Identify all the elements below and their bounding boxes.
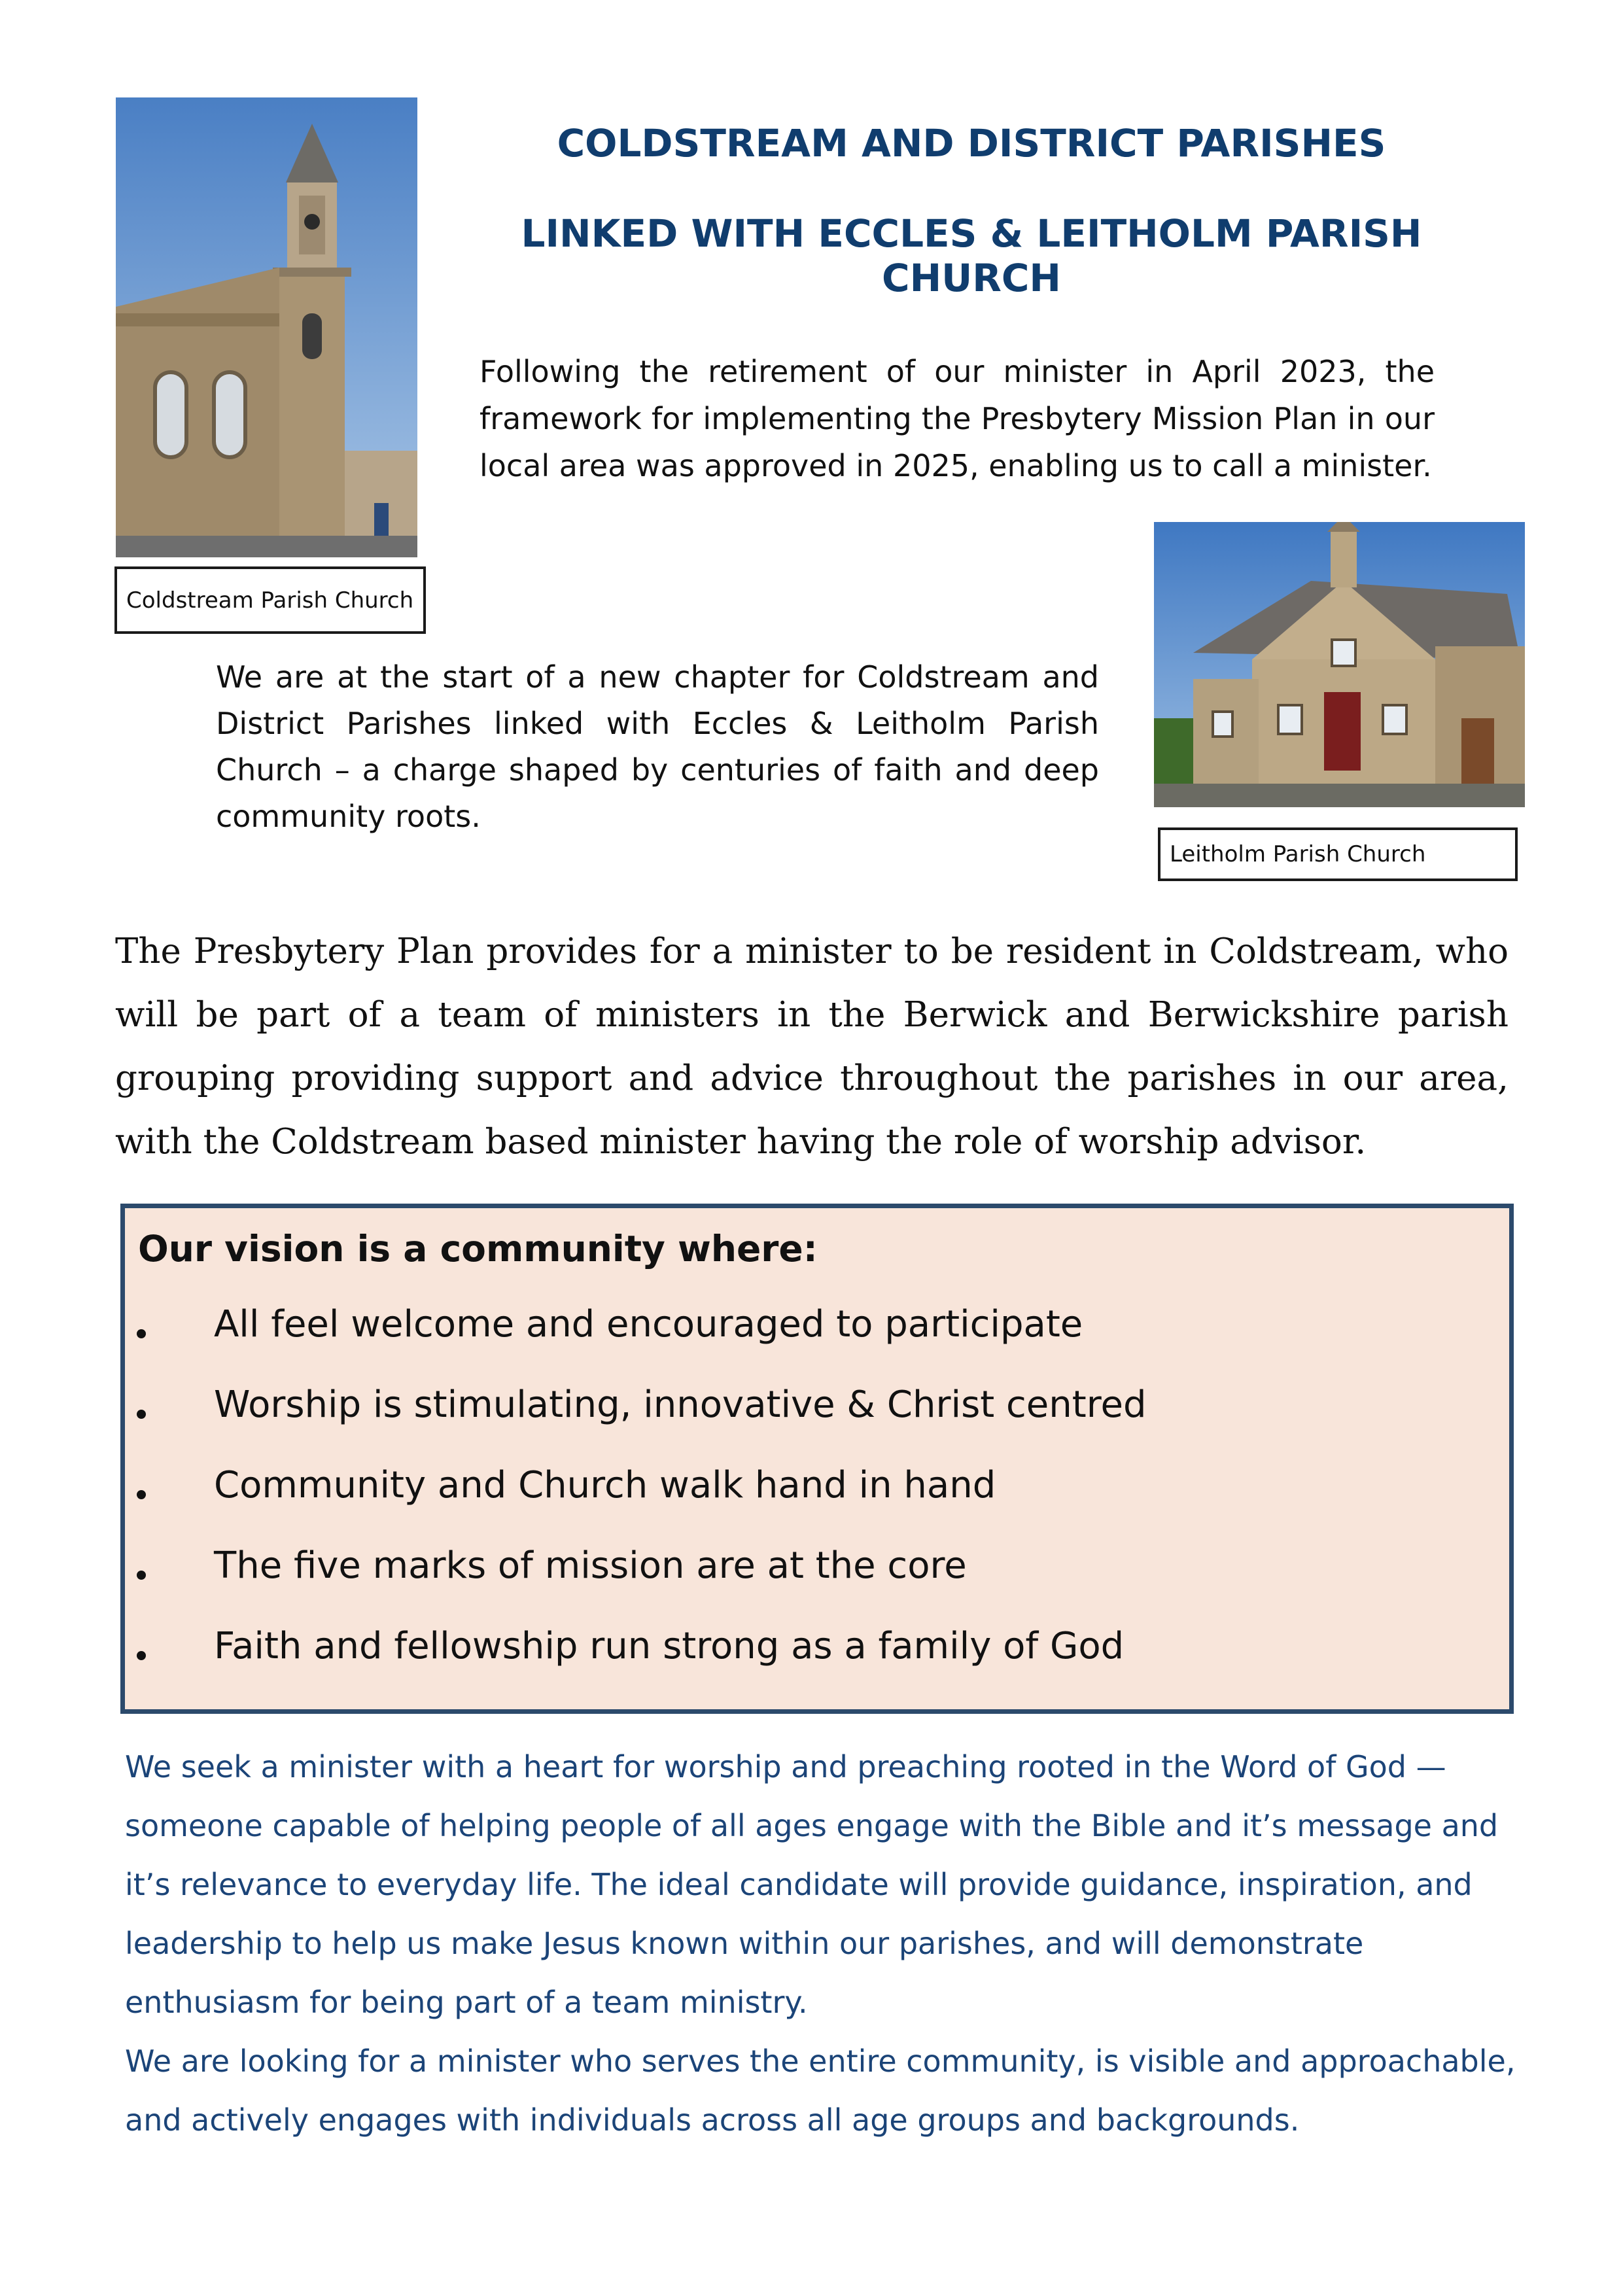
chapter-paragraph: We are at the start of a new chapter for Coldstream and District Parishes linked with Eccles & Leitholm Parish Church – a charge shaped by centuries of faith and deep community roots. xyxy=(216,659,1099,834)
bullet-icon xyxy=(137,1490,146,1499)
page-title-line2: LINKED WITH ECCLES & LEITHOLM PARISH CHURCH xyxy=(521,211,1422,300)
seek-section xyxy=(125,1737,1525,2149)
vision-item-text: Community and Church walk hand in hand xyxy=(214,1464,996,1506)
vision-box xyxy=(120,1204,1514,1714)
coldstream-church-photo xyxy=(116,97,417,557)
bullet-icon xyxy=(137,1651,146,1660)
bullet-icon xyxy=(137,1410,146,1419)
bullet-icon xyxy=(137,1329,146,1338)
page-title-line1: COLDSTREAM AND DISTRICT PARISHES xyxy=(557,121,1386,165)
seek-paragraph-2: We are looking for a minister who serves the entire community, is visible and approachable, and actively engages with individuals across all age groups and backgrounds. xyxy=(125,2044,1516,2138)
coldstream-caption-text: Coldstream Parish Church xyxy=(126,587,414,614)
vision-item-text: Faith and fellowship run strong as a family of God xyxy=(214,1625,1125,1667)
vision-item-text: All feel welcome and encouraged to participate xyxy=(214,1303,1083,1346)
presbytery-plan-paragraph: The Presbytery Plan provides for a minister to be resident in Coldstream, who will be part of a team of ministers in the Berwick and Berwickshire parish grouping providing support and advice throughout the parishes in our area, with the Coldstream based minister having the role of worship advisor. xyxy=(115,931,1509,1162)
coldstream-caption xyxy=(114,566,426,634)
leitholm-church-photo xyxy=(1154,522,1525,807)
seek-paragraph-1: We seek a minister with a heart for worship and preaching rooted in the Word of God — someone capable of helping people of all ages engage with the Bible and it’s message and it’s relevance to everyday life. The ideal candidate will provide guidance, inspiration, and leadership to help us make Jesus known within our parishes, and will demonstrate enthusiasm for being part of a team ministry. xyxy=(125,1749,1499,2020)
bullet-icon xyxy=(137,1571,146,1580)
vision-item-text: The five marks of mission are at the core xyxy=(214,1544,967,1587)
vision-title: Our vision is a community where: xyxy=(138,1228,818,1270)
leitholm-caption-text: Leitholm Parish Church xyxy=(1170,841,1426,867)
vision-item-text: Worship is stimulating, innovative & Christ centred xyxy=(214,1383,1147,1426)
leitholm-caption xyxy=(1158,827,1518,881)
intro-paragraph: Following the retirement of our minister in April 2023, the framework for implementing the Presbytery Mission Plan in our local area was approved in 2025, enabling us to call a minister. xyxy=(480,354,1435,483)
